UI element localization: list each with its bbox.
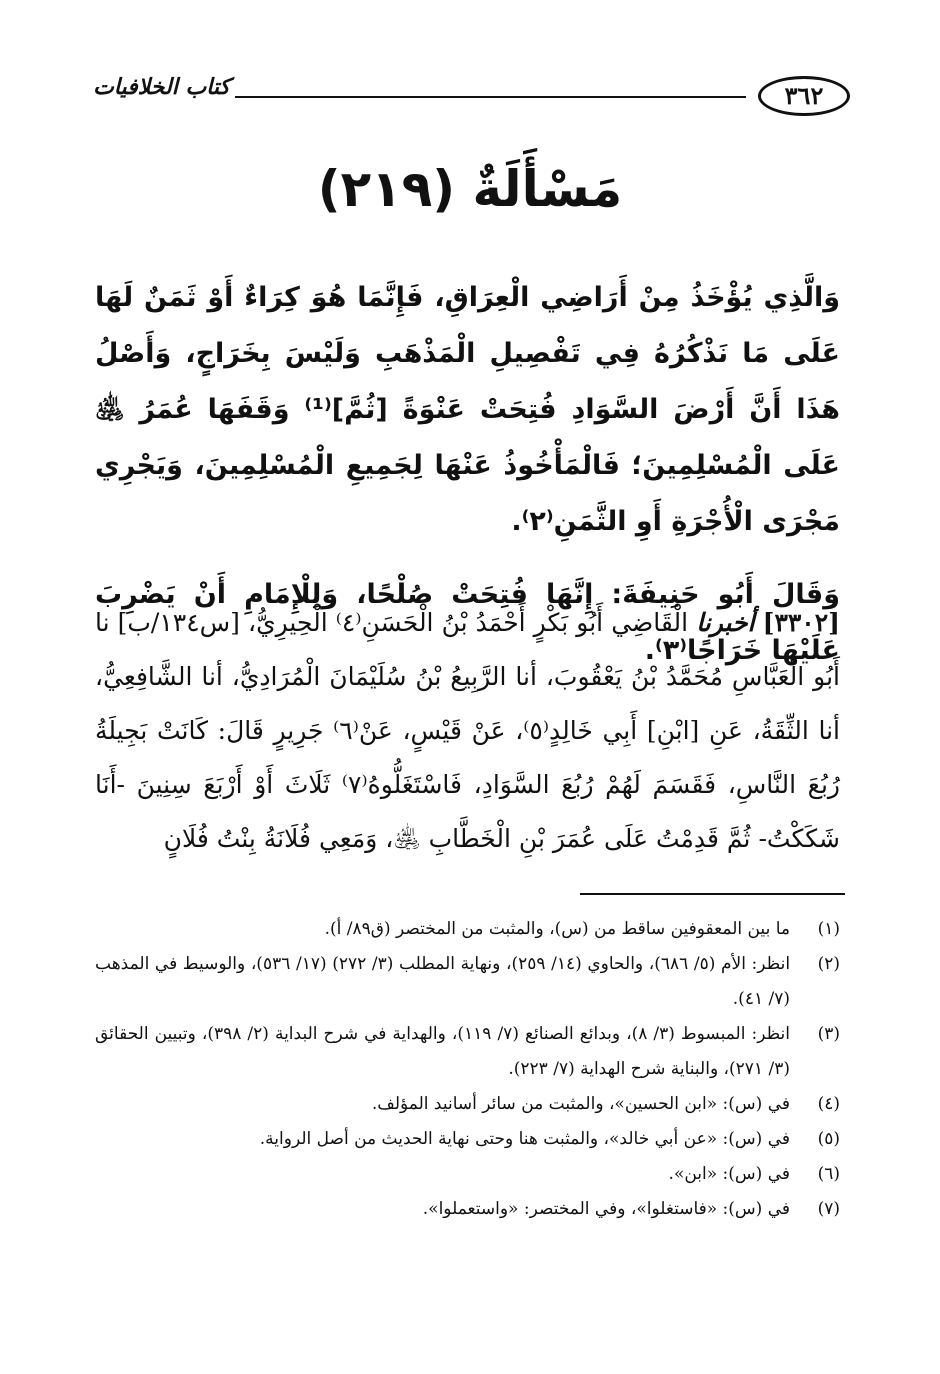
main-paragraph (95, 270, 840, 550)
footnote-number: (٣) (817, 1024, 840, 1044)
footnote-number: (١) (817, 919, 840, 939)
footnote-item (95, 1192, 840, 1227)
footnote-text: في (س): «فاستغلوا»، وفي المختصر: «واستعملوا». (422, 1199, 790, 1219)
footnote-item (95, 1157, 840, 1192)
footnote-text: في (س): «ابن». (668, 1164, 790, 1184)
page-header (95, 62, 850, 122)
hadith-paragraph (95, 596, 840, 866)
main-paragraph-text: وَالَّذِي يُؤْخَذُ مِنْ أَرَاضِي الْعِرَاقِ، فَإِنَّمَا هُوَ كِرَاءٌ أَوْ ثَمَنٌ لَهَا عَلَى مَا نَذْكُرُهُ فِي تَفْصِيلِ الْمَذْهَبِ وَلَيْسَ بِخَرَاجٍ، وَأَصْلُ هَذَا أَنَّ أَرْضَ السَّوَادِ فُتِحَتْ عَنْوَةً [ثُمَّ]⁽¹⁾ وَقَفَهَا عُمَرُ ﵁ عَلَى الْمُسْلِمِينَ؛ فَالْمَأْخُوذُ عَنْهَا لِجَمِيعِ الْمُسْلِمِينَ، وَيَجْرِي مَجْرَى الْأُجْرَةِ أَوِ الثَّمَنِ⁽٢⁾. (95, 282, 840, 537)
hadith-text: الْقَاضِي أَبُو بَكْرٍ أَحْمَدُ بْنُ الْحَسَنِ⁽٤⁾ الْحِيرِيُّ، [س١٣٤/ب] نا أَبُو الْعَبَّاسِ مُحَمَّدُ بْنُ يَعْقُوبَ، أنا الرَّبِيعُ بْنُ سُلَيْمَانَ الْمُرَادِيُّ، أنا الشَّافِعِيُّ، أنا الثِّقَةُ، عَنِ [ابْنِ] أَبِي خَالِدٍ⁽٥⁾، عَنْ قَيْسٍ، عَنْ⁽٦⁾ جَرِيرٍ قَالَ: كَانَتْ بَجِيلَةُ رُبُعَ النَّاسِ، فَقَسَمَ لَهُمْ رُبُعَ السَّوَادِ، فَاسْتَغَلُّوهُ⁽٧⁾ ثَلَاثَ أَوْ أَرْبَعَ سِنِينَ -أَنَا شَكَكْتُ- ثُمَّ قَدِمْتُ عَلَى عُمَرَ بْنِ الْخَطَّابِ ﵁، وَمَعِي فُلَانَةُ بِنْتُ فُلَانٍ (95, 608, 840, 853)
footnote-number: (٥) (817, 1129, 840, 1149)
footnote-number: (٦) (817, 1164, 840, 1184)
footnote-item (95, 1017, 840, 1087)
footnote-number: (٤) (817, 1094, 840, 1114)
footnote-text: في (س): «عن أبي خالد»، والمثبت هنا وحتى نهاية الحديث من أصل الرواية. (259, 1129, 790, 1149)
abu-hanifa-text: وَقَالَ أَبُو حَنِيفَةَ: إِنَّهَا فُتِحَتْ صُلْحًا، وَلِلْإِمَامِ أَنْ يَضْرِبَ عَلَيْهَا خَرَاجًا⁽٣⁾. (95, 579, 840, 666)
page-number: ٣٦٢ (758, 76, 850, 116)
footnote-text: ما بين المعقوفين ساقط من (س)، والمثبت من المختصر (ق٨٩/ أ). (324, 919, 790, 939)
footnote-item (95, 1087, 840, 1122)
footnote-text: انظر: الأم (٥/ ٦٨٦)، والحاوي (١٤/ ٢٥٩)، ونهاية المطلب (٣/ ٢٧٢) (١٧/ ٥٣٦)، والوسيط في المذهب (٧/ ٤١). (95, 954, 791, 1009)
footnote-item (95, 947, 840, 1017)
footnote-number: (٢) (817, 954, 840, 974)
hadith-text-block (95, 596, 840, 866)
hadith-ref-number: [٣٣٠٢] (762, 608, 840, 637)
footnote-text: انظر: المبسوط (٣/ ٨)، وبدائع الصنائع (٧/ ١١٩)، والهداية في شرح البداية (٢/ ٣٩٨)، وتبيين الحقائق (٣/ ٢٧١)، والبناية شرح الهداية (٧/ ٢٢٣). (95, 1024, 790, 1079)
book-title: كتاب الخلافيات (93, 74, 230, 100)
footnote-item (95, 912, 840, 947)
footnote-separator (580, 893, 845, 895)
footnote-text: في (س): «ابن الحسين»، والمثبت من سائر أسانيد المؤلف. (371, 1094, 790, 1114)
hadith-akhbarana: أخبرنا (696, 608, 755, 637)
masala-title: مَسْأَلَةٌ (٢١٩) (317, 160, 623, 218)
footnote-number: (٧) (817, 1199, 840, 1219)
header-rule (235, 96, 746, 98)
footnote-item (95, 1122, 840, 1157)
footnotes (95, 912, 840, 1227)
